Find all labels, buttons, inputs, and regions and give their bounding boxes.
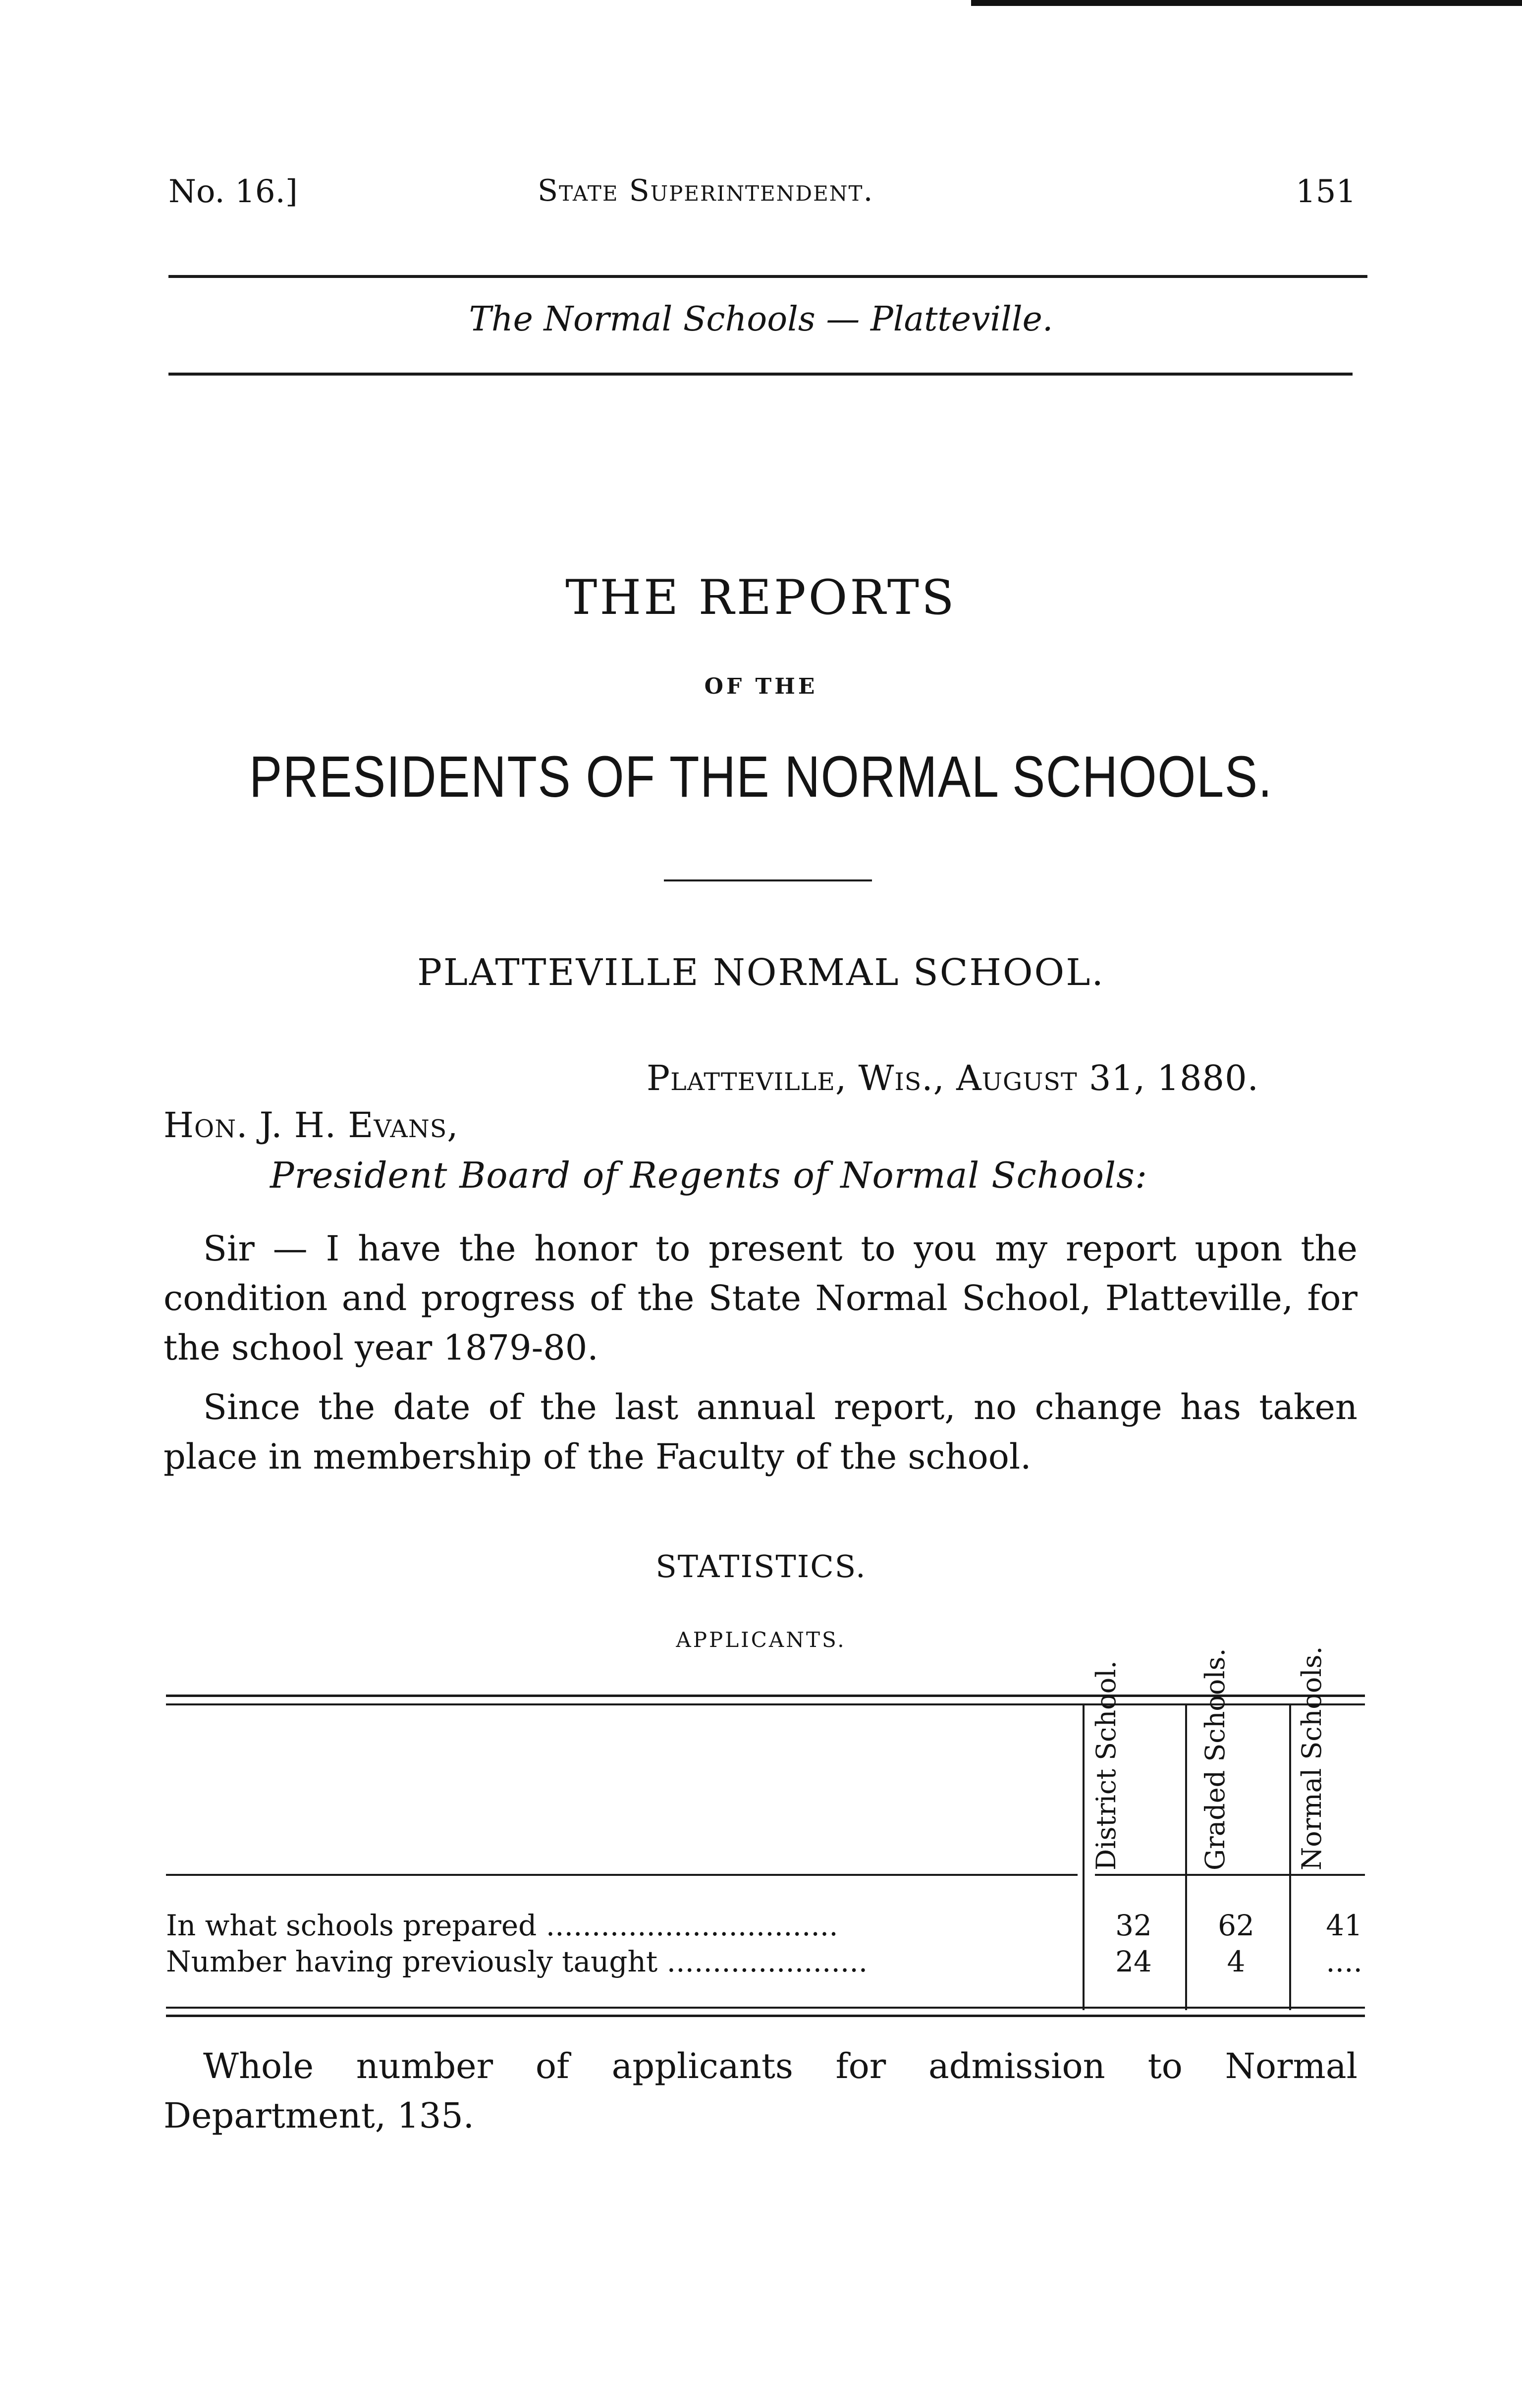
section-title: PLATTEVILLE NORMAL SCHOOL.: [417, 951, 1105, 994]
running-title: State Superintendent.: [538, 173, 874, 208]
scan-edge-rule: [971, 0, 1522, 6]
statistics-heading: STATISTICS.: [655, 1548, 867, 1585]
place-date: Platteville, Wis., August 31, 1880.: [647, 1058, 1259, 1098]
column-rule-1: [1083, 1705, 1085, 2010]
letter-paragraph-2: Since the date of the last annual report, no change has taken place in membership of the Faculty of the school.: [163, 1387, 1358, 1477]
letter-paragraph-1: Sir — I have the honor to present to you my report upon the condition and progress of the State Normal School, Platteville, for the school year 1879-80.: [163, 1228, 1358, 1368]
running-subtitle: The Normal Schools — Platteville.: [469, 300, 1053, 339]
table-row-2-label: Number having previously taught ......................: [166, 1945, 868, 1978]
table-row-2-graded: 4: [1227, 1945, 1246, 1978]
table-row-1-district: 32: [1115, 1909, 1152, 1942]
applicants-heading: APPLICANTS.: [676, 1628, 846, 1652]
subtitle-rule: [168, 373, 1353, 376]
header-rule: [168, 275, 1367, 278]
column-rule-2: [1185, 1705, 1187, 2010]
column-header-normal: Normal Schools.: [1296, 1646, 1327, 1870]
table-bottom-rule: [166, 2007, 1365, 2009]
title-of-the: OF THE: [704, 674, 818, 699]
title-the-reports: THE REPORTS: [565, 570, 957, 625]
table-row-2-district: 24: [1115, 1945, 1152, 1978]
title-divider: [664, 879, 872, 881]
page-number: 151: [1296, 173, 1357, 210]
title-presidents: PRESIDENTS OF THE NORMAL SCHOOLS.: [249, 744, 1273, 810]
table-bottom-rule-2: [166, 2015, 1365, 2017]
column-header-district: District School.: [1090, 1660, 1122, 1870]
header-bottom-rule-2: [1095, 1874, 1365, 1876]
column-rule-3: [1289, 1705, 1291, 2010]
table-row-1-graded: 62: [1218, 1909, 1254, 1942]
addressee: Hon. J. H. Evans,: [163, 1105, 459, 1146]
table-row-2-normal: ....: [1326, 1945, 1362, 1978]
closing-paragraph: Whole number of applicants for admission to Normal Department, 135.: [163, 2046, 1358, 2136]
header-bottom-rule: [166, 1874, 1078, 1876]
table-top-rule: [166, 1695, 1365, 1697]
column-header-graded: Graded Schools.: [1199, 1648, 1231, 1870]
table-row-1-label: In what schools prepared ................................: [166, 1909, 838, 1942]
table-row-1-normal: 41: [1326, 1909, 1362, 1942]
header-number: No. 16.]: [168, 173, 298, 210]
addressee-title: President Board of Regents of Normal Schools:: [270, 1154, 1148, 1196]
